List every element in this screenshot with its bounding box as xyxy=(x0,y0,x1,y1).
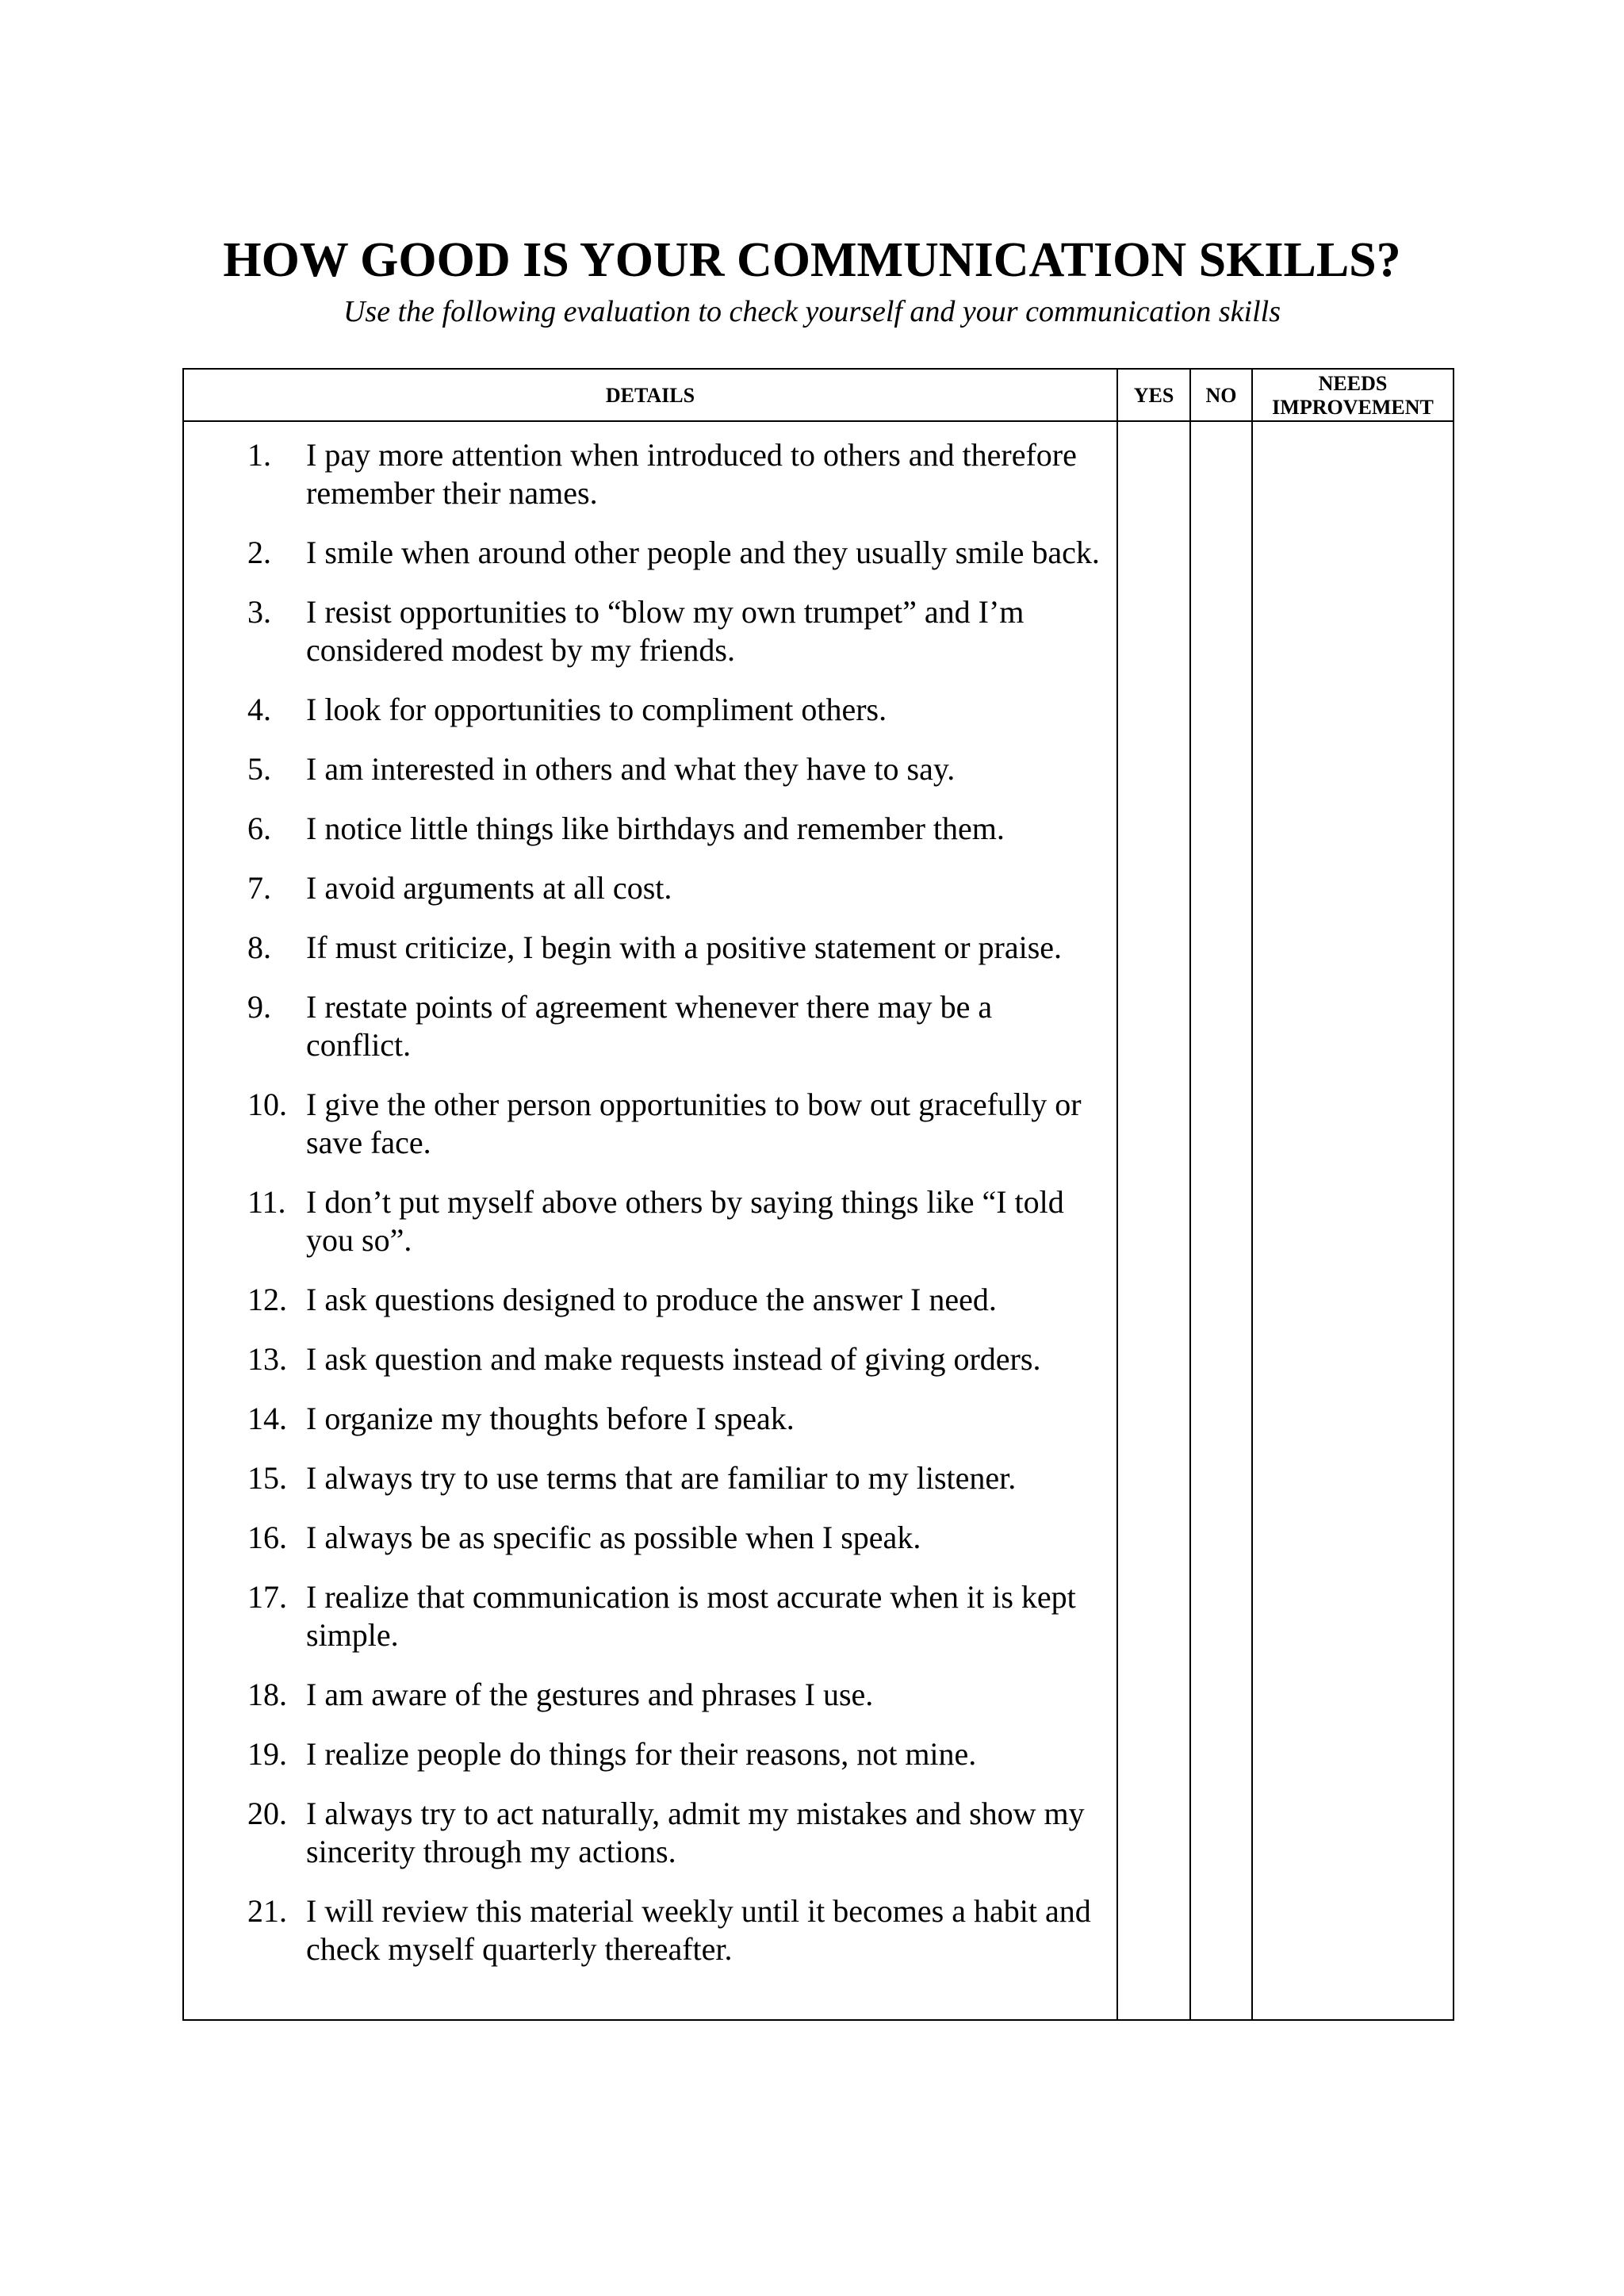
item-number: 11. xyxy=(247,1184,286,1220)
list-item xyxy=(247,1459,1104,1497)
list-item xyxy=(247,1340,1104,1378)
list-item xyxy=(247,929,1104,967)
item-number: 21. xyxy=(247,1893,287,1929)
item-text: I am aware of the gestures and phrases I use. xyxy=(306,1677,874,1712)
item-text: I always try to use terms that are familiar to my listener. xyxy=(306,1460,1017,1496)
list-item xyxy=(247,869,1104,907)
list-item xyxy=(247,1892,1104,1968)
item-text: I pay more attention when introduced to others and therefore remember their names. xyxy=(306,437,1077,511)
item-text: I am interested in others and what they have to say. xyxy=(306,751,956,787)
yes-answer-column[interactable] xyxy=(1118,422,1188,2019)
evaluation-items xyxy=(247,436,1104,1990)
item-number: 5. xyxy=(247,751,271,787)
item-text: I realize people do things for their reasons, not mine. xyxy=(306,1736,977,1772)
item-number: 20. xyxy=(247,1796,287,1831)
item-number: 18. xyxy=(247,1677,287,1712)
item-text: I will review this material weekly until it becomes a habit and check myself quarterly thereafter. xyxy=(306,1893,1091,1967)
list-item xyxy=(247,593,1104,669)
item-number: 16. xyxy=(247,1520,287,1555)
item-number: 8. xyxy=(247,930,271,965)
needs-improvement-answer-column[interactable] xyxy=(1253,422,1453,2019)
list-item xyxy=(247,691,1104,729)
list-item xyxy=(247,1281,1104,1319)
item-number: 4. xyxy=(247,692,271,727)
item-text: I organize my thoughts before I speak. xyxy=(306,1401,795,1436)
item-text: I realize that communication is most accurate when it is kept simple. xyxy=(306,1579,1076,1653)
list-item xyxy=(247,436,1104,512)
header-no: NO xyxy=(1205,384,1237,407)
item-text: I avoid arguments at all cost. xyxy=(306,870,672,906)
list-item xyxy=(247,1400,1104,1438)
item-text: I smile when around other people and they usually smile back. xyxy=(306,535,1100,570)
item-number: 13. xyxy=(247,1341,287,1377)
list-item xyxy=(247,750,1104,788)
item-text: I look for opportunities to compliment others. xyxy=(306,692,887,727)
list-item xyxy=(247,1795,1104,1871)
item-number: 1. xyxy=(247,437,271,473)
list-item xyxy=(247,1086,1104,1162)
list-item xyxy=(247,1519,1104,1557)
list-item xyxy=(247,1578,1104,1654)
header-needs-improvement xyxy=(1253,370,1453,422)
item-text: I ask question and make requests instead of giving orders. xyxy=(306,1341,1041,1377)
item-text: I give the other person opportunities to bow out gracefully or save face. xyxy=(306,1087,1082,1160)
list-item xyxy=(247,1735,1104,1773)
item-text: If must criticize, I begin with a positive statement or praise. xyxy=(306,930,1063,965)
item-number: 9. xyxy=(247,989,271,1025)
evaluation-table xyxy=(182,368,1454,2021)
header-needs-improvement-line2: IMPROVEMENT xyxy=(1272,396,1434,419)
item-number: 15. xyxy=(247,1460,287,1496)
page-subtitle: Use the following evaluation to check yourself and your communication skills xyxy=(343,295,1281,328)
item-text: I always try to act naturally, admit my mistakes and show my sincerity through my actions. xyxy=(306,1796,1085,1869)
item-number: 17. xyxy=(247,1579,287,1615)
list-item xyxy=(247,1676,1104,1714)
list-item xyxy=(247,988,1104,1064)
item-text: I restate points of agreement whenever there may be a conflict. xyxy=(306,989,993,1063)
item-text: I ask questions designed to produce the answer I need. xyxy=(306,1282,997,1317)
item-text: I always be as specific as possible when I speak. xyxy=(306,1520,921,1555)
item-number: 12. xyxy=(247,1282,287,1317)
no-answer-column[interactable] xyxy=(1191,422,1250,2019)
item-text: I notice little things like birthdays and remember them. xyxy=(306,811,1005,846)
item-number: 19. xyxy=(247,1736,287,1772)
list-item xyxy=(247,534,1104,572)
header-yes: YES xyxy=(1133,384,1174,407)
item-text: I resist opportunities to “blow my own trumpet” and I’m considered modest by my friends. xyxy=(306,594,1025,668)
item-number: 7. xyxy=(247,870,271,906)
header-needs-improvement-line1: NEEDS xyxy=(1318,372,1388,395)
item-text: I don’t put myself above others by saying things like “I told you so”. xyxy=(306,1184,1064,1258)
list-item xyxy=(247,1183,1104,1259)
header-details: DETAILS xyxy=(605,384,695,407)
list-item xyxy=(247,810,1104,848)
item-number: 10. xyxy=(247,1087,287,1122)
page-title: HOW GOOD IS YOUR COMMUNICATION SKILLS? xyxy=(223,232,1401,287)
item-number: 2. xyxy=(247,535,271,570)
item-number: 6. xyxy=(247,811,271,846)
item-number: 3. xyxy=(247,594,271,630)
item-number: 14. xyxy=(247,1401,287,1436)
